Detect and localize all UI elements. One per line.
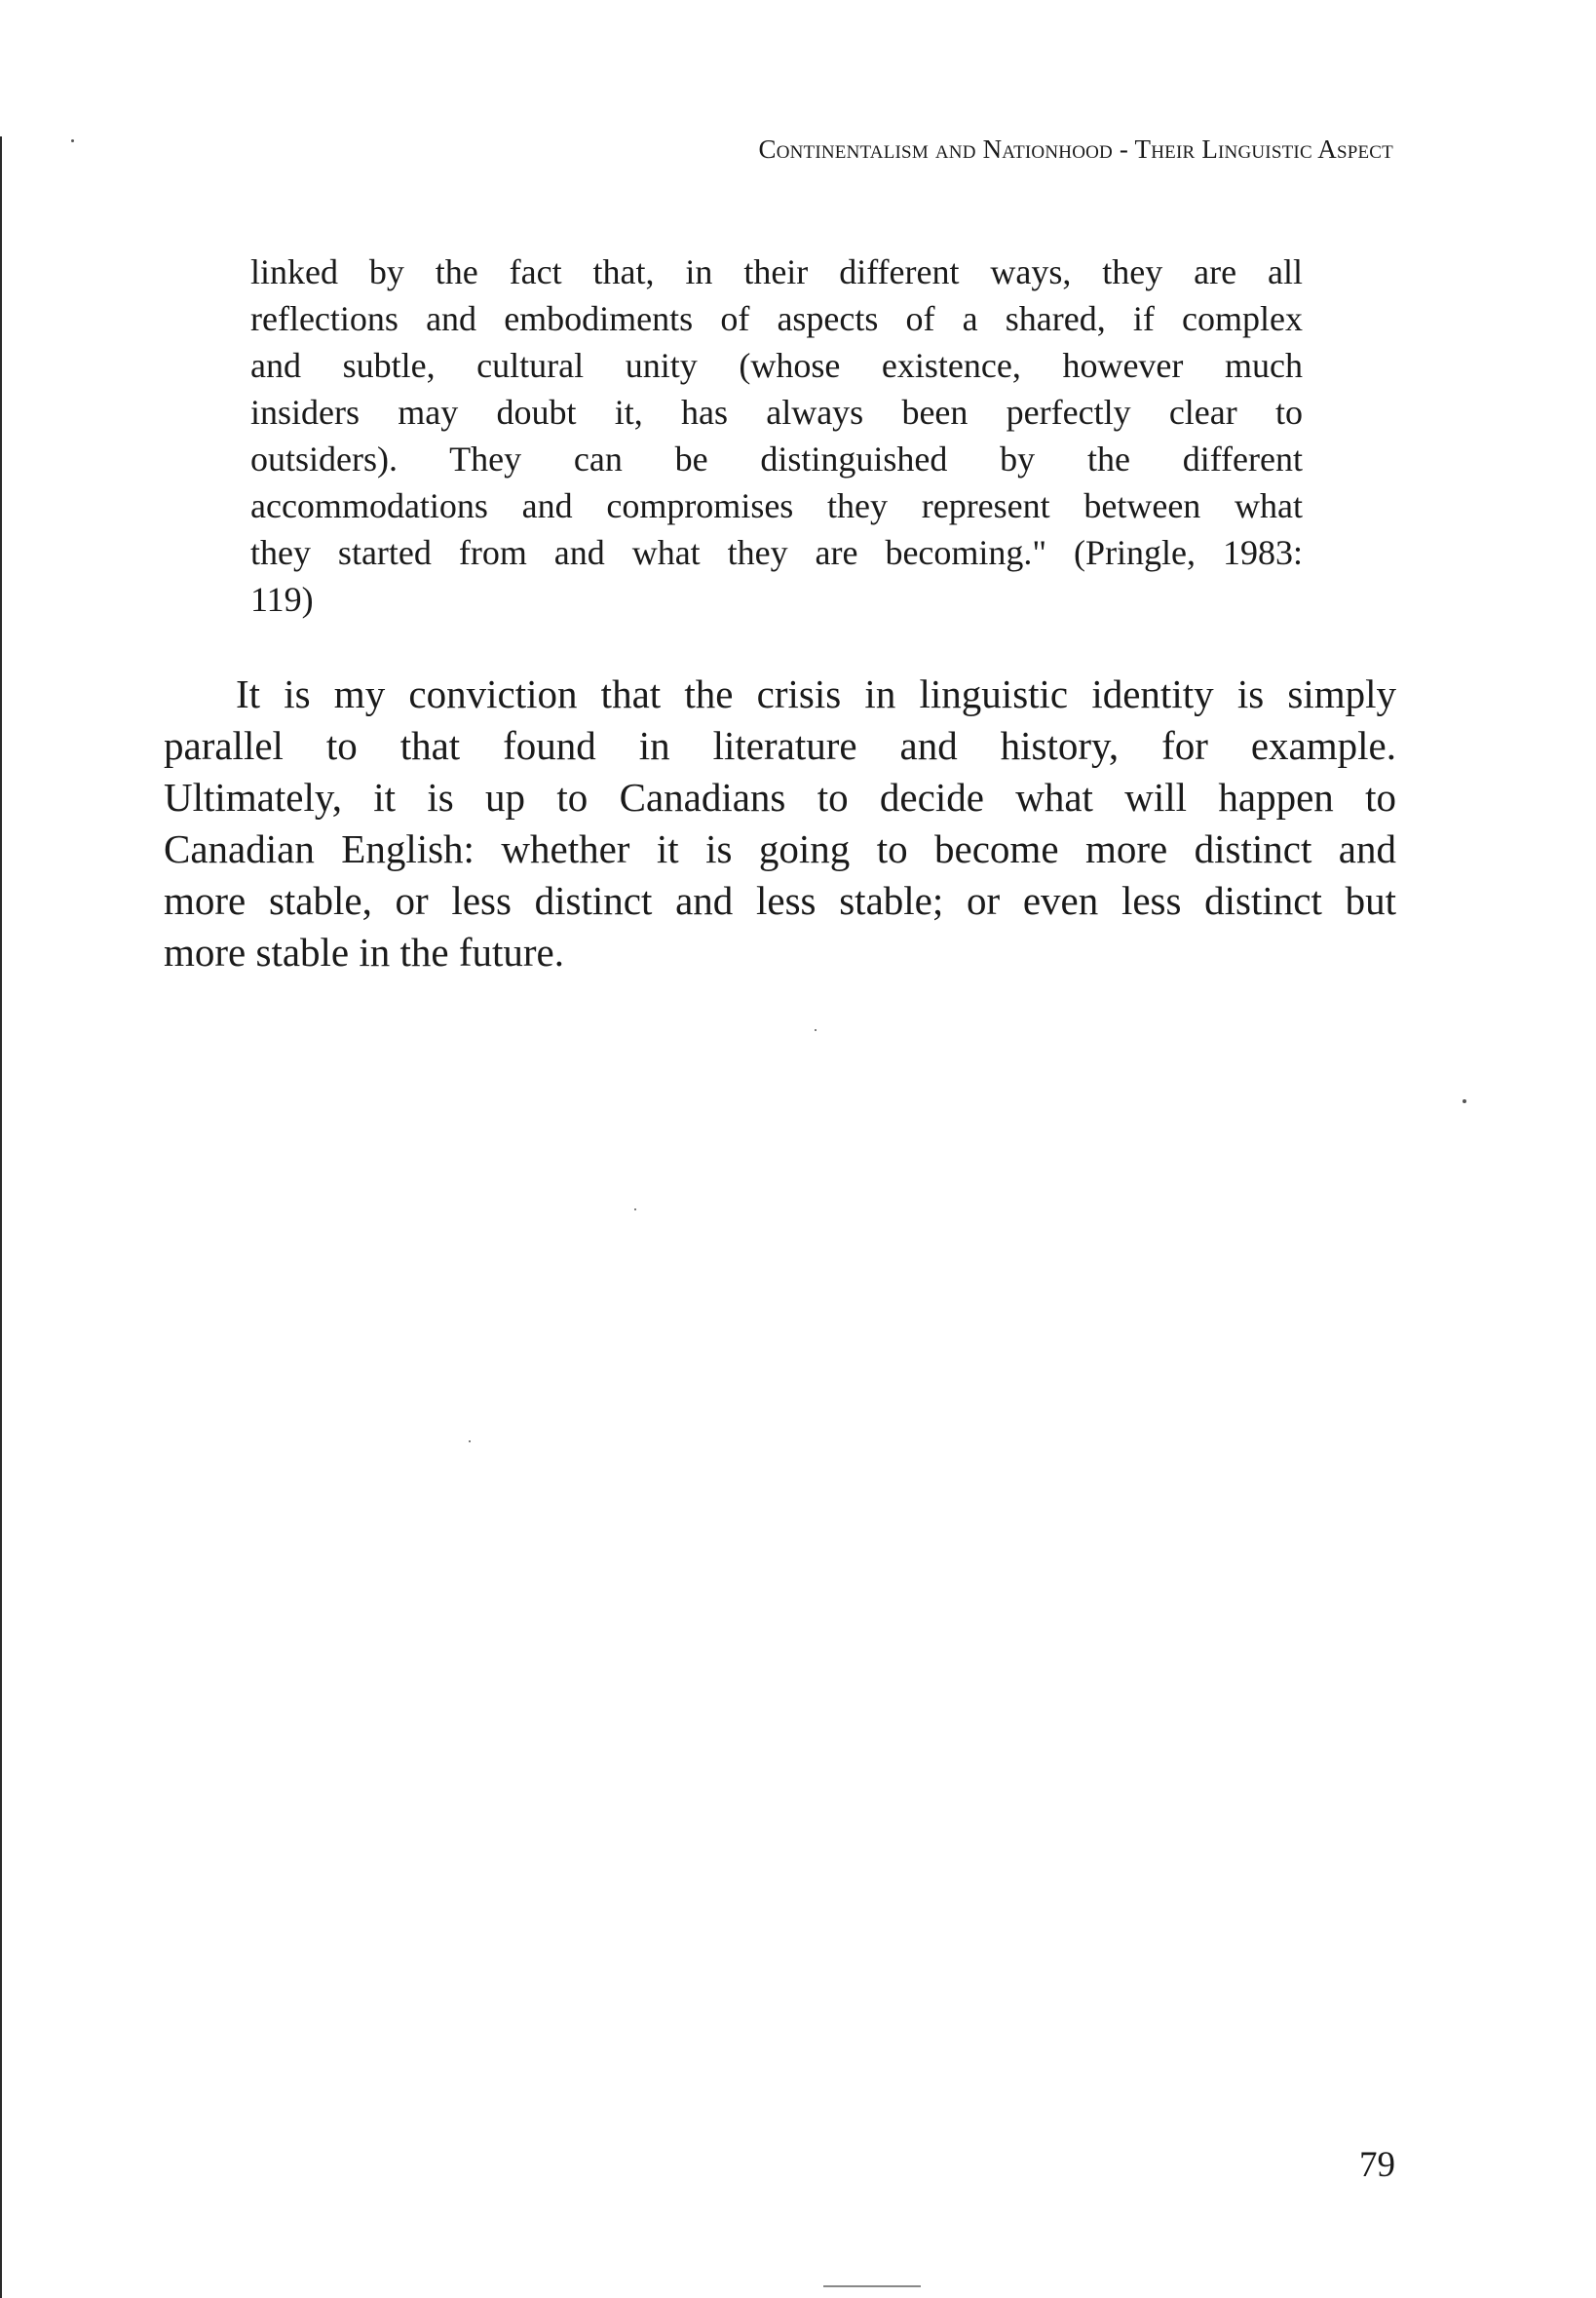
quote-line: reflections and embodiments of aspects of a shared, if complex xyxy=(250,299,1303,338)
quote-line: and subtle, cultural unity (whose existence, however much xyxy=(250,346,1303,385)
paragraph-line: parallel to that found in literature and history, for example. xyxy=(164,723,1396,768)
body-paragraph xyxy=(164,669,1396,978)
block-quote xyxy=(250,249,1303,623)
quote-line: they started from and what they are becoming." (Pringle, 1983: xyxy=(250,533,1303,572)
paragraph-line: more stable in the future. xyxy=(164,930,565,975)
quote-line: outsiders). They can be distinguished by the different xyxy=(250,440,1303,479)
scan-speck xyxy=(815,1029,817,1031)
scan-speck xyxy=(1463,1099,1466,1103)
quote-line: 119) xyxy=(250,580,314,619)
scan-speck xyxy=(634,1208,636,1210)
paragraph-line: Ultimately, it is up to Canadians to decide what will happen to xyxy=(164,775,1396,820)
scan-mark xyxy=(823,2285,921,2287)
quote-line: insiders may doubt it, has always been perfectly clear to xyxy=(250,393,1303,432)
paragraph-line: Canadian English: whether it is going to become more distinct and xyxy=(164,826,1396,871)
paragraph-line: more stable, or less distinct and less stable; or even less distinct but xyxy=(164,878,1396,923)
scan-speck xyxy=(469,1440,471,1442)
page-edge-line xyxy=(0,136,2,2298)
quote-line: accommodations and compromises they represent between what xyxy=(250,486,1303,525)
page-number: 79 xyxy=(1359,2145,1395,2185)
scan-speck xyxy=(71,139,74,142)
quote-line: linked by the fact that, in their different ways, they are all xyxy=(250,252,1303,291)
running-header: Continentalism and Nationhood - Their Linguistic Aspect xyxy=(758,134,1393,164)
paragraph-line: It is my conviction that the crisis in linguistic identity is simply xyxy=(236,671,1396,716)
